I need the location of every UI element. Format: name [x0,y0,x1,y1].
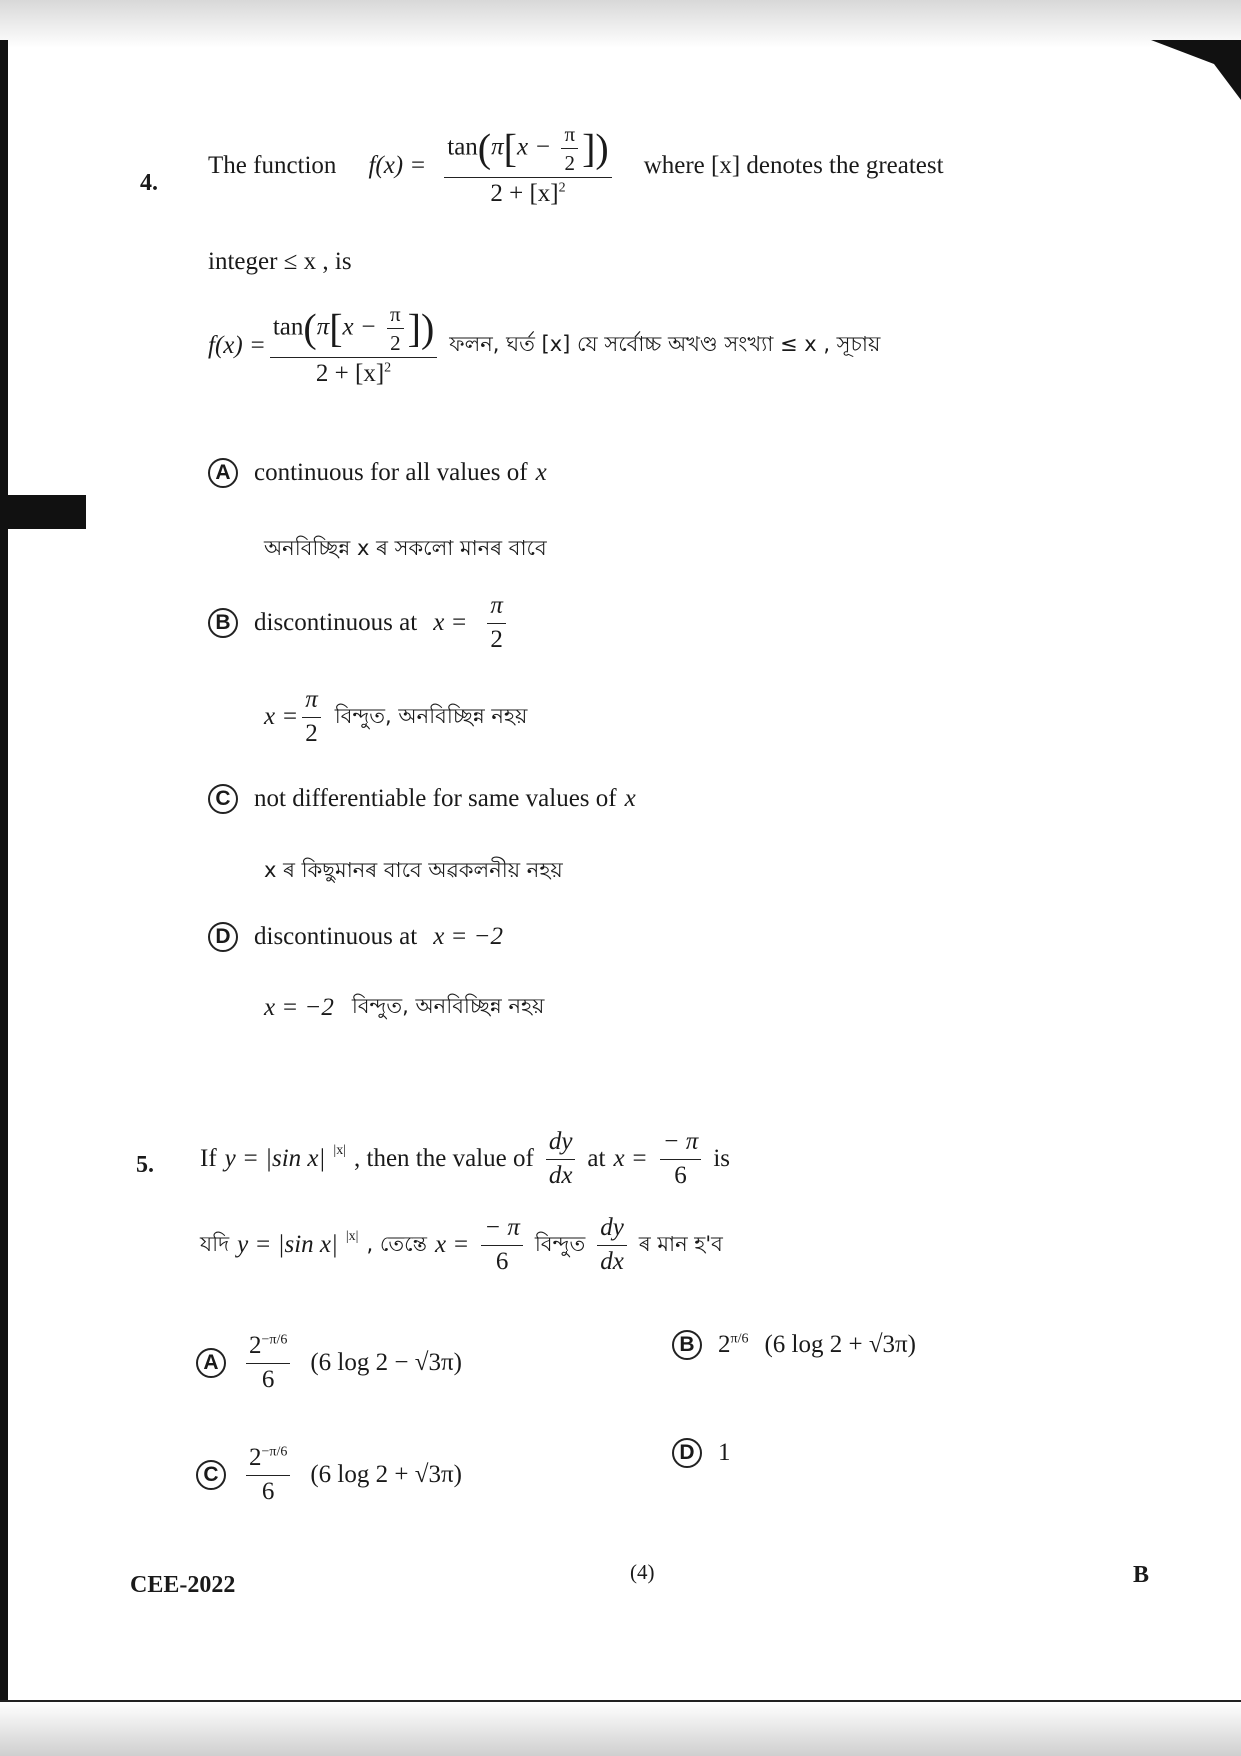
stem-line-2: integer ≤ x , is [208,248,352,275]
function-name-bn: f(x) = [208,331,266,359]
question-4-stem [208,122,944,209]
page-number: (4) [630,1560,655,1584]
option-c-marker[interactable]: C [196,1460,226,1490]
scan-corner [1151,40,1241,100]
question-4-bn-stem [208,302,880,389]
margin-marker [0,495,86,529]
option-c-marker[interactable]: C [208,784,238,814]
q4-option-d[interactable]: D discontinuous at x = −2 [208,922,503,952]
q4-option-a-bn: অনবিচ্ছিন্ন x ৰ সকলো মানৰ বাবে [264,536,547,560]
q5-option-b[interactable]: B $2^{\pi/6}$ (6 log 2 + √3π) [672,1330,916,1360]
q4-option-c[interactable]: C not differentiable for same values of x [208,784,636,814]
x-minus: x − [516,133,552,161]
fraction-numerator: tan(π[x − $\frac{\pi}{2}$ ]) [444,122,611,178]
stem-where: where [x] denotes the greatest [643,151,944,179]
page-bottom-edge [0,1700,1241,1756]
q4-option-b-bn: x = $\frac{\pi}{2}$ বিন্দুত, অনবিচ্ছিন্ন নহয় [264,686,528,747]
q4-option-c-bn: x ৰ কিছুমানৰ বাবে অৱকলনীয় নহয় [264,858,563,882]
q5-option-a[interactable]: A $\frac{2^{-\pi/6}}{6}$ (6 log 2 − √3π) [196,1332,462,1395]
option-d-marker[interactable]: D [208,922,238,952]
fraction-denominator: $2 + [x]^2$ [490,180,566,208]
bn-stem-text: ফলন, ঘৰ্ত [x] যে সৰ্বোচ্চ অখণ্ড সংখ্যা ≤ x , সূচায় [449,332,881,357]
function-fraction [444,122,611,209]
pi-over-two: $\frac{\pi}{2}$ [561,122,578,175]
q5-option-c[interactable]: C $\frac{2^{-\pi/6}}{6}$ (6 log 2 + √3π) [196,1444,462,1507]
q5-option-d[interactable]: D 1 [672,1438,731,1468]
function-name: f(x) = [368,151,427,179]
option-a-marker[interactable]: A [208,458,238,488]
q4-option-b[interactable]: B discontinuous at x = $\frac{\pi}{2}$ [208,592,510,655]
scan-left-border [0,40,8,1700]
option-b-marker[interactable]: B [208,608,238,638]
stem-intro: The function [208,151,337,179]
q4-option-a[interactable]: A continuous for all values of x [208,458,547,488]
question-5-number: 5. [136,1152,154,1178]
option-a-marker[interactable]: A [196,1348,226,1378]
question-5-bn-stem: যদি y = |sin x| $^{|x|}$ , তেন্তে x = $\frac{- \pi}{6}$ বিন্দুত $\frac{dy}{dx}$ ৰ মান হ'ব [200,1214,723,1275]
exam-code: CEE-2022 [130,1572,236,1598]
pi-symbol: π [491,133,504,161]
question-4-number: 4. [140,170,158,196]
option-d-marker[interactable]: D [672,1438,702,1468]
question-5-stem: If y = |sin x| $^{|x|}$ , then the value of $\frac{dy}{dx}$ at x = $\frac{- \pi}{6}$ is [200,1128,731,1189]
page-top-edge [0,0,1241,48]
set-code: B [1133,1562,1150,1588]
tan-label: tan [447,133,478,161]
q4-option-d-bn: x = −2 বিন্দুত, অনবিচ্ছিন্ন নহয় [264,993,545,1021]
function-fraction-bn: tan(π[x − $\frac{\pi}{2}$ ]) $2 + [x]^2$ [270,302,437,389]
option-b-marker[interactable]: B [672,1330,702,1360]
